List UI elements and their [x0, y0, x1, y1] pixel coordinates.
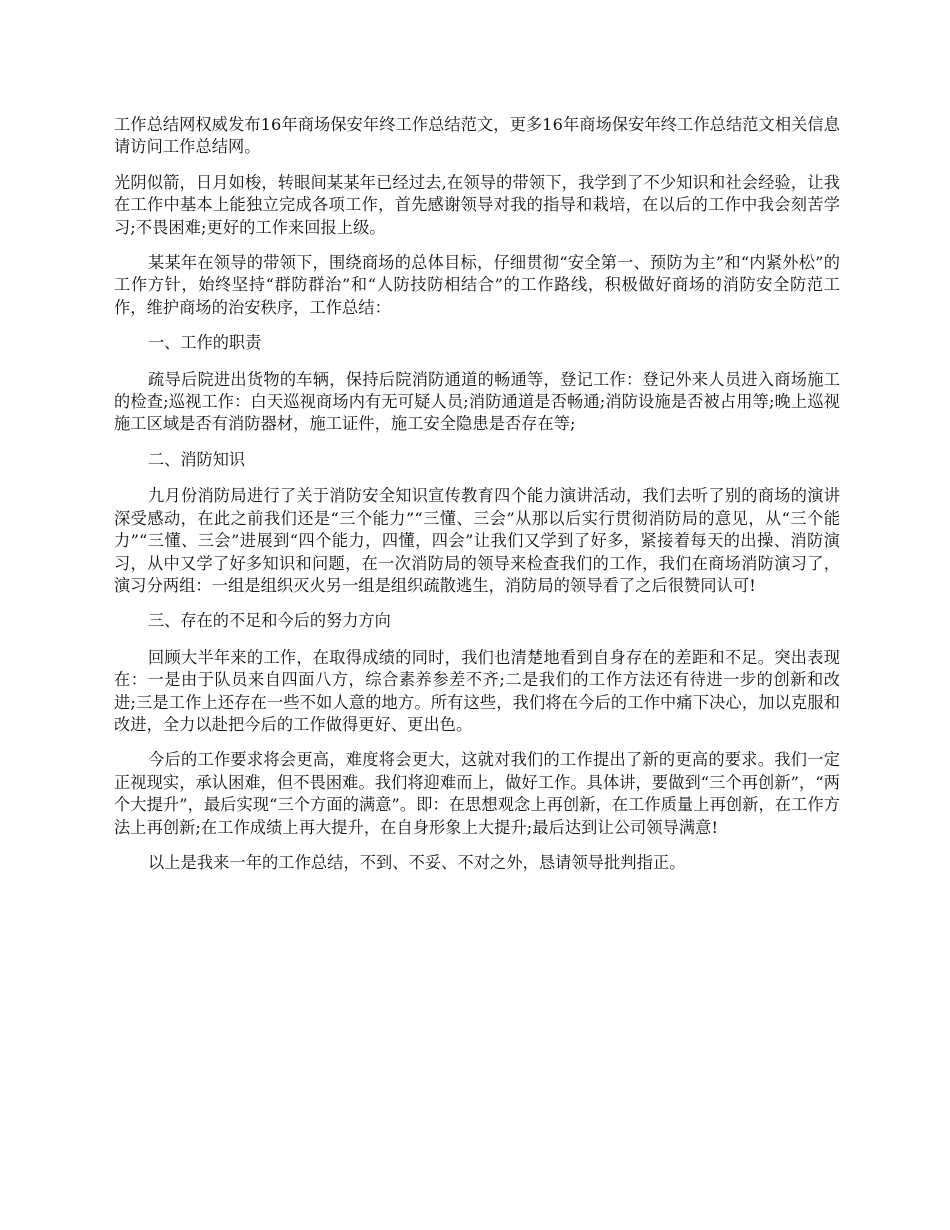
document-body — [114, 114, 840, 887]
fire-knowledge-paragraph: 九月份消防局进行了关于消防安全知识宣传教育四个能力演讲活动，我们去听了别的商场的演讲深受感动，在此之前我们还是“三个能力”“三懂、三会”从那以后实行贯彻消防局的意见，从“三个能力”“三懂、三会”进展到“四个能力，四懂，四会”让我们又学到了好多，紧接着每天的出操、消防演习，从中又学了好多知识和问题，在一次消防局的领导来检查我们的工作，我们在商场消防演习了，演习分两组：一组是组织灭火另一组是组织疏散逃生，消防局的领导看了之后很赞同认可! — [114, 486, 840, 595]
future-plan-paragraph: 今后的工作要求将会更高，难度将会更大，这就对我们的工作提出了新的更高的要求。我们一定正视现实，承认困难，但不畏困难。我们将迎难而上，做好工作。具体讲，要做到“三个再创新”，“两个大提升”，最后实现“三个方面的满意”。即：在思想观念上再创新，在工作质量上再创新，在工作方法上再创新;在工作成绩上再大提升，在自身形象上大提升;最后达到让公司领导满意! — [114, 750, 840, 837]
summary-paragraph: 某某年在领导的带领下，围绕商场的总体目标，仔细贯彻“安全第一、预防为主”和“内紧外松”的工作方针，始终坚持“群防群治”和“人防技防相结合”的工作路线，积极做好商场的消防安全防范工作，维护商场的治安秩序，工作总结： — [114, 253, 840, 317]
opening-paragraph: 光阴似箭，日月如梭，转眼间某某年已经过去,在领导的带领下，我学到了不少知识和社会经验，让我在工作中基本上能独立完成各项工作，首先感谢领导对我的指导和栽培，在以后的工作中我会刻苦学习;不畏困难;更好的工作来回报上级。 — [114, 172, 840, 237]
section-heading-fire-knowledge: 二、消防知识 — [148, 449, 246, 469]
intro-paragraph: 工作总结网权威发布16年商场保安年终工作总结范文，更多16年商场保安年终工作总结范文相关信息请访问工作总结网。 — [114, 115, 840, 157]
closing-paragraph: 以上是我来一年的工作总结，不到、不妥、不对之外，恳请领导批判指正。 — [148, 852, 686, 872]
duties-paragraph: 疏导后院进出货物的车辆，保持后院消防通道的畅通等，登记工作：登记外来人员进入商场施工的检查;巡视工作：白天巡视商场内有无可疑人员;消防通道是否畅通;消防设施是否被占用等;晚上巡视施工区域是否有消防器材，施工证件，施工安全隐患是否存在等; — [114, 369, 840, 434]
section-heading-shortcomings: 三、存在的不足和今后的努力方向 — [148, 611, 391, 631]
shortcomings-paragraph: 回顾大半年来的工作，在取得成绩的同时，我们也清楚地看到自身存在的差距和不足。突出表现在：一是由于队员来自四面八方，综合素养参差不齐;二是我们的工作方法还有待进一步的创新和改进;三是工作上还存在一些不如人意的地方。所有这些，我们将在今后的工作中痛下决心，加以克服和改进，全力以赴把今后的工作做得更好、更出色。 — [114, 647, 840, 734]
section-heading-duties: 一、工作的职责 — [148, 333, 262, 353]
